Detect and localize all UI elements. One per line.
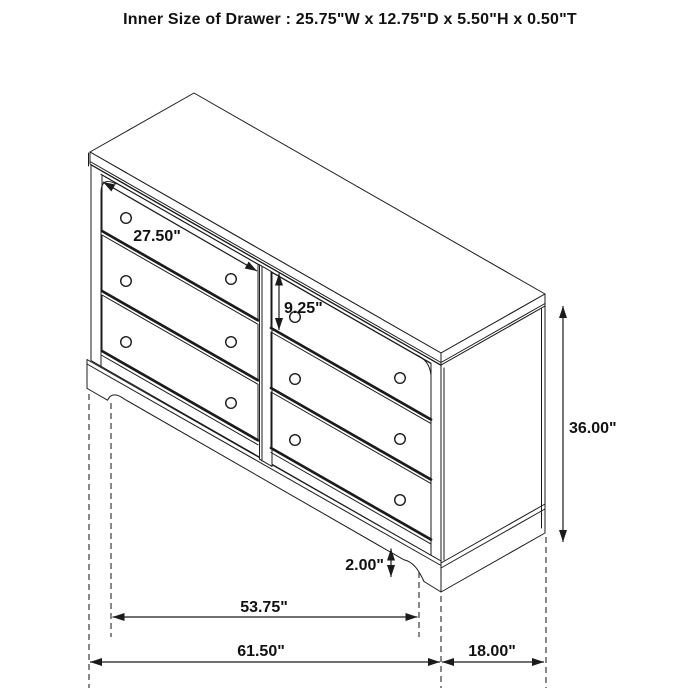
page-title: Inner Size of Drawer : 25.75"W x 12.75"D x 5.50"H x 0.50"T xyxy=(123,11,577,28)
dim-overall-height-label: 36.00" xyxy=(569,420,617,437)
dim-foot-height-label: 2.00" xyxy=(345,557,384,574)
dim-drawer-opening-height-label: 9.25" xyxy=(284,300,323,317)
dim-overall-width-label: 61.50" xyxy=(237,643,285,660)
drawer-knob xyxy=(226,337,237,348)
drawer-knob xyxy=(226,398,237,409)
drawer-knob xyxy=(290,374,301,385)
drawer-knob xyxy=(395,373,406,384)
dim-feet-span-label: 53.75" xyxy=(240,599,288,616)
drawer-knob xyxy=(121,337,132,348)
drawer-knob xyxy=(121,213,132,224)
dim-overall-depth-label: 18.00" xyxy=(468,643,516,660)
center-stile xyxy=(260,265,273,467)
drawer-knob xyxy=(226,274,237,285)
drawer-knob xyxy=(290,435,301,446)
drawer-knob xyxy=(395,434,406,445)
drawer-knob xyxy=(121,276,132,287)
dim-drawer-width-label: 27.50" xyxy=(133,228,181,245)
drawer-knob xyxy=(395,495,406,506)
